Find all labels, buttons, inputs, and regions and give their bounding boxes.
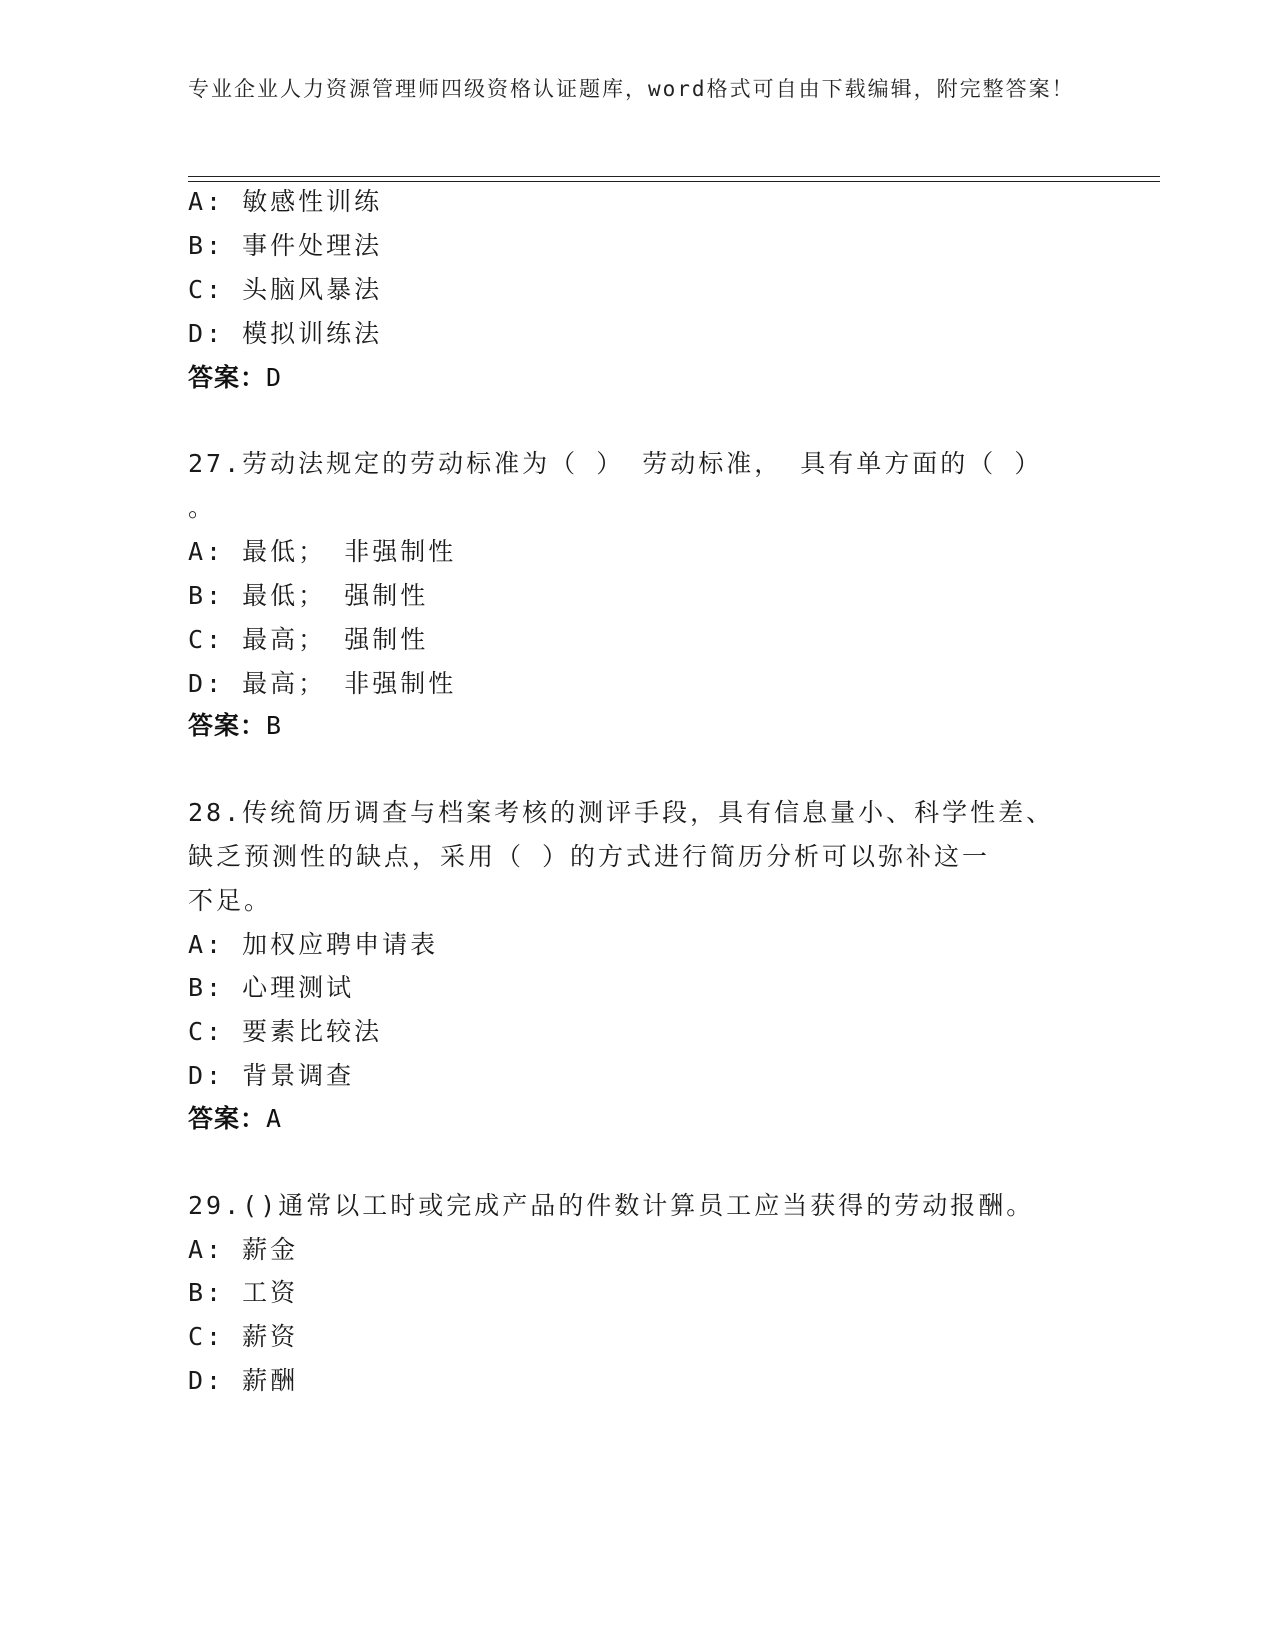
q28-option-c: C: 要素比较法: [188, 1017, 383, 1046]
q28-stem-line-2: 缺乏预测性的缺点，采用（ ）的方式进行简历分析可以弥补这一: [188, 842, 991, 871]
q28-answer-value: A: [266, 1104, 283, 1133]
q27-option-b: B: 最低； 强制性: [188, 581, 429, 610]
q27-answer-label: 答案：: [188, 711, 267, 740]
q26-answer: [188, 362, 282, 394]
q28-answer-label: 答案：: [188, 1104, 267, 1133]
q28-option-d: D: 背景调查: [188, 1061, 355, 1090]
q29-stem-line-1: 29.()通常以工时或完成产品的件数计算员工应当获得的劳动报酬。: [188, 1191, 1035, 1220]
q26-option-b: B: 事件处理法: [188, 231, 383, 260]
q26-option-c: C: 头脑风暴法: [188, 275, 383, 304]
header-rule-top: [188, 176, 1160, 177]
q29-option-a: A: 薪金: [188, 1235, 299, 1264]
q28-option-a: A: 加权应聘申请表: [188, 930, 439, 959]
q27-option-d: D: 最高； 非强制性: [188, 669, 457, 698]
q26-option-d: D: 模拟训练法: [188, 319, 383, 348]
page-header: 专业企业人力资源管理师四级资格认证题库，word格式可自由下载编辑，附完整答案！: [188, 77, 1075, 101]
q26-answer-value: D: [266, 363, 283, 392]
q29-option-c: C: 薪资: [188, 1322, 299, 1351]
q27-stem-line-1: 27.劳动法规定的劳动标准为（ ） 劳动标准， 具有单方面的（ ）: [188, 449, 1043, 478]
q27-option-a: A: 最低； 非强制性: [188, 537, 457, 566]
q27-answer: [188, 710, 282, 742]
q27-option-c: C: 最高； 强制性: [188, 625, 429, 654]
q27-answer-value: B: [266, 711, 283, 740]
q29-option-b: B: 工资: [188, 1278, 299, 1307]
q28-stem-line-1: 28.传统简历调查与档案考核的测评手段，具有信息量小、科学性差、: [188, 798, 1055, 827]
q29-option-d: D: 薪酬: [188, 1366, 299, 1395]
q28-stem-line-3: 不足。: [188, 886, 273, 915]
header-rule-bottom: [188, 181, 1160, 182]
q27-stem-line-2: 。: [188, 493, 217, 522]
q28-answer: [188, 1103, 282, 1135]
q28-option-b: B: 心理测试: [188, 973, 355, 1002]
q26-answer-label: 答案：: [188, 363, 267, 392]
q26-option-a: A: 敏感性训练: [188, 187, 383, 216]
